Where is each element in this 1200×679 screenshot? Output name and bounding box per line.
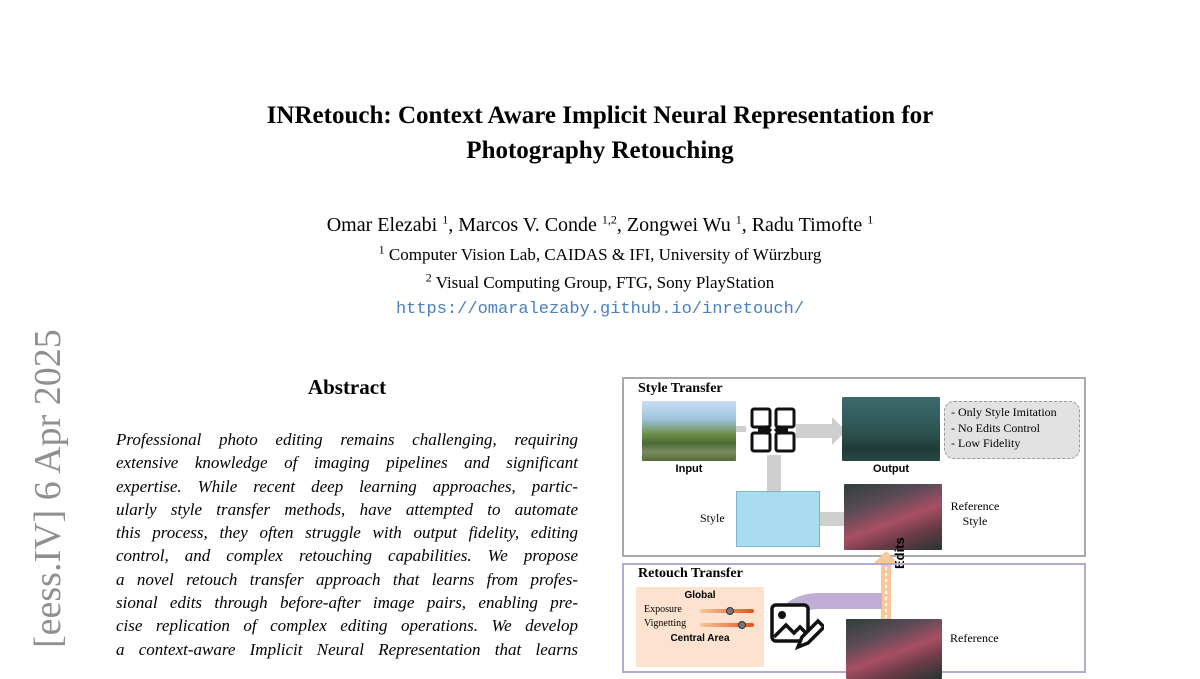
affiliation-1 — [0, 244, 1200, 266]
abstract-line: extensive knowledge of imaging pipelines and significant — [116, 453, 578, 473]
abstract-line: expertise. While recent deep learning approaches, partic- — [116, 476, 578, 496]
exposure-label: Exposure — [644, 604, 682, 615]
title-line-2: Photography Retouching — [466, 137, 734, 164]
paper-title — [0, 98, 1200, 168]
abstract-line: sional edits through before-after image pairs, enabling pre- — [116, 593, 578, 613]
input-label: Input — [675, 463, 703, 475]
author-name: Omar Elezabi — [326, 214, 438, 236]
central-area-label: Central Area — [670, 633, 730, 644]
reference-style-label-line: Style — [962, 514, 988, 528]
limitation-item: - Low Fidelity — [951, 436, 1021, 450]
reference-style-label-line: Reference — [950, 499, 1000, 513]
title-line-1: INRetouch: Context Aware Implicit Neural Representation for — [266, 102, 934, 129]
reference-retouch-label: Reference — [950, 631, 999, 645]
affiliation-2 — [0, 272, 1200, 294]
author-list: Omar Elezabi $^1$, Marcos V. Conde $^{1,2}$, Zongwei Wu $^1$, Radu Timofte $^1$ — [326, 212, 874, 236]
teaser-figure — [622, 377, 1086, 657]
abstract-line: this process, they often struggle with output fidelity, editing — [116, 523, 578, 543]
affil-text: Visual Computing Group, FTG, Sony PlayStation — [435, 273, 775, 292]
abstract-heading: Abstract — [307, 375, 387, 399]
abstract-body — [116, 428, 578, 661]
abstract-line: a context-aware Implicit Neural Representation that learns — [116, 639, 578, 659]
author-affil-mark: 1,2 — [601, 212, 617, 227]
affil-mark: 2 — [425, 270, 432, 285]
retouch-transfer-title: Retouch Transfer — [638, 566, 743, 581]
output-image — [842, 397, 940, 461]
style-transfer-panel — [622, 377, 1086, 557]
author-affil-mark: 1 — [867, 212, 874, 227]
author-name: Marcos V. Conde — [458, 214, 597, 236]
author-affil-mark: 1 — [442, 212, 449, 227]
style-transfer-title: Style Transfer — [638, 381, 723, 396]
edit-controls-box — [636, 587, 764, 667]
limitation-item: - Only Style Imitation — [951, 405, 1057, 419]
arxiv-stamp: [eess.IV] 6 Apr 2025 — [27, 329, 69, 648]
abstract-line: control, and complex retouching capabilities. We propose — [116, 546, 578, 566]
global-label: Global — [684, 590, 716, 601]
output-label: Output — [872, 463, 910, 475]
exposure-slider-knob[interactable] — [726, 607, 734, 615]
style-transfer-icon — [748, 405, 798, 455]
author-affil-mark: 1 — [735, 212, 742, 227]
vignetting-label: Vignetting — [644, 618, 687, 629]
retouch-transfer-panel — [622, 563, 1086, 673]
author-name: Zongwei Wu — [626, 214, 731, 236]
input-image — [642, 401, 736, 461]
edits-label: Edits — [892, 537, 907, 569]
style-transfer-limitations — [944, 401, 1080, 459]
affil-mark: 1 — [378, 242, 385, 257]
limitation-item: - No Edits Control — [951, 420, 1040, 435]
photo-edit-icon — [768, 601, 824, 653]
author-name: Radu Timofte — [751, 214, 863, 236]
abstract-line: a novel retouch transfer approach that learns from profes- — [116, 569, 578, 589]
project-url-link[interactable]: https://omaralezaby.github.io/inretouch/ — [395, 300, 805, 319]
affil-text: Computer Vision Lab, CAIDAS & IFI, University of Würzburg — [388, 245, 822, 264]
reference-retouch-image — [846, 619, 942, 679]
style-embedding-box — [736, 491, 820, 547]
abstract-line: cise replication of complex editing operations. We develop — [116, 616, 578, 636]
abstract-line: Professional photo editing remains challenging, requiring — [116, 430, 578, 449]
style-label: Style — [700, 511, 725, 525]
abstract-line: ularly style transfer methods, have attempted to automate — [116, 499, 578, 519]
vignetting-slider-knob[interactable] — [738, 621, 746, 629]
reference-style-label — [944, 499, 1006, 529]
